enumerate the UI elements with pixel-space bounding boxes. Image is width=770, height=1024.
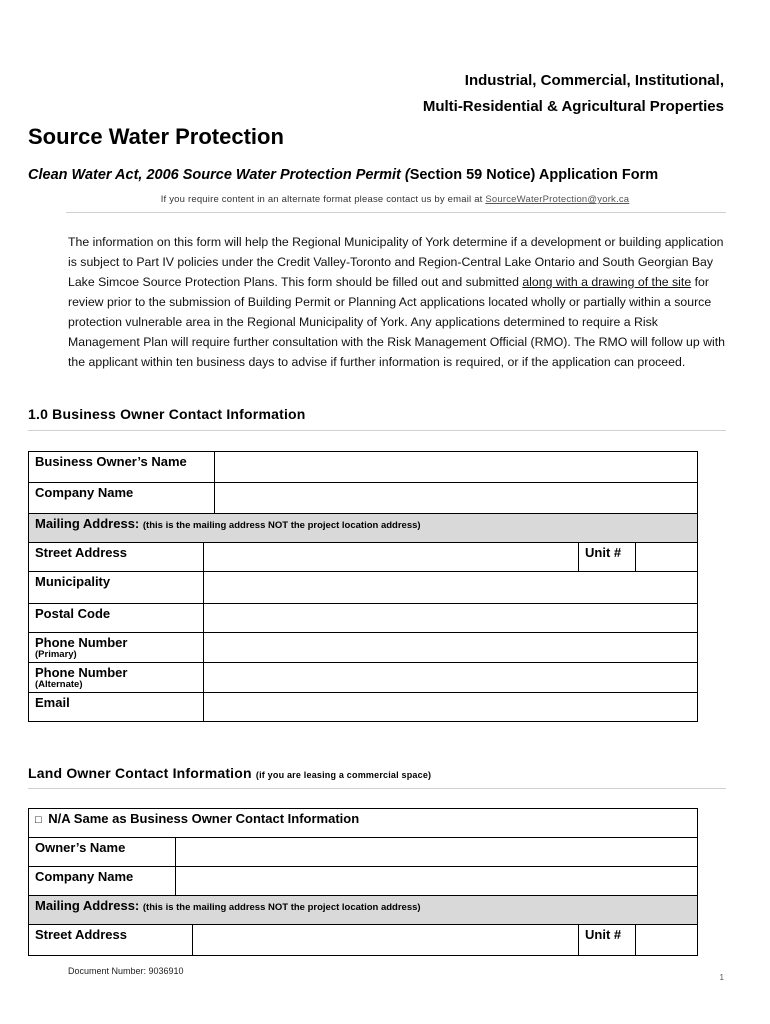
email-field[interactable] (204, 693, 698, 722)
land-unit-field[interactable] (636, 925, 698, 956)
subtitle-rest: Section 59 Notice) Application Form (409, 167, 659, 183)
phone-label: Phone Number (35, 635, 128, 650)
document-number: Document Number: 9036910 (68, 966, 184, 976)
land-owner-heading: Land Owner Contact Information (28, 765, 252, 781)
header-line-1: Industrial, Commercial, Institutional, (464, 72, 724, 89)
na-checkbox-label: N/A Same as Business Owner Contact Information (48, 811, 360, 826)
municipality-label: Municipality (29, 572, 204, 604)
alternate-format-note (0, 194, 770, 205)
business-owner-name-field[interactable] (215, 452, 698, 483)
land-street-address-label: Street Address (29, 925, 193, 956)
phone-primary-label (29, 633, 204, 663)
business-owner-name-label: Business Owner’s Name (29, 452, 215, 483)
owner-name-label: Owner’s Name (29, 838, 176, 867)
land-street-address-field[interactable] (193, 925, 579, 956)
business-owner-table (28, 451, 698, 722)
section-2-heading (28, 765, 431, 781)
land-owner-table (28, 808, 698, 956)
company-name-label: Company Name (29, 483, 215, 514)
unit-label: Unit # (579, 543, 636, 572)
intro-paragraph (68, 232, 728, 372)
land-mailing-address-label: Mailing Address: (35, 898, 140, 913)
intro-part-1: The information on this form will help the Regional Municipality of York determine if a development or building application is subject to Part IV policies under the Credit Valley-Toronto and Region-Central Lake Ontario and South Georgian Bay Lake Simcoe Source Protection Plans. This form should be filled out and submitted (68, 235, 724, 289)
same-as-business-owner-row (29, 809, 698, 838)
postal-code-field[interactable] (204, 604, 698, 633)
municipality-field[interactable] (204, 572, 698, 604)
unit-field[interactable] (636, 543, 698, 572)
company-name-field[interactable] (215, 483, 698, 514)
phone-label: Phone Number (35, 665, 128, 680)
land-unit-label: Unit # (579, 925, 636, 956)
phone-primary-note: (Primary) (35, 649, 77, 660)
header-line-2: Multi-Residential & Agricultural Properties (422, 98, 724, 115)
street-address-field[interactable] (204, 543, 579, 572)
land-mailing-address-header (29, 896, 698, 925)
divider (66, 212, 726, 213)
phone-alternate-field[interactable] (204, 663, 698, 693)
na-checkbox[interactable]: □ (35, 814, 42, 826)
land-mailing-address-note: (this is the mailing address NOT the project location address) (142, 902, 421, 913)
intro-part-2: for review prior to the submission of Building Permit or Planning Act applications located wholly or partially within a source protection vulnerable area in the Regional Municipality of York. Any applications determined to require a Risk Management Plan will require further consultation with the Risk Management Official (RMO). The RMO will follow up with the applicant within ten business days to advise if further information is required, or if the application can proceed. (68, 275, 726, 369)
phone-alternate-label (29, 663, 204, 693)
email-label: Email (29, 693, 204, 722)
divider (28, 430, 726, 431)
phone-alternate-note: (Alternate) (35, 679, 83, 690)
subtitle-italic: Clean Water Act, 2006 Source Water Protection Permit ( (28, 167, 410, 183)
contact-email-link[interactable]: SourceWaterProtection@york.ca (485, 194, 630, 205)
form-subtitle (28, 167, 658, 183)
land-company-name-label: Company Name (29, 867, 176, 896)
alternate-format-text: If you require content in an alternate format please contact us by email at (160, 194, 483, 205)
land-owner-heading-note: (if you are leasing a commercial space) (255, 770, 432, 780)
mailing-address-note: (this is the mailing address NOT the project location address) (142, 520, 421, 531)
owner-name-field[interactable] (176, 838, 698, 867)
mailing-address-header (29, 514, 698, 543)
page-title: Source Water Protection (28, 124, 284, 149)
section-1-heading: 1.0 Business Owner Contact Information (28, 406, 306, 422)
page-number: 1 (719, 973, 724, 982)
site-drawing-link[interactable]: along with a drawing of the site (522, 275, 692, 289)
phone-primary-field[interactable] (204, 633, 698, 663)
mailing-address-label: Mailing Address: (35, 516, 140, 531)
postal-code-label: Postal Code (29, 604, 204, 633)
street-address-label: Street Address (29, 543, 204, 572)
divider (28, 788, 726, 789)
land-company-name-field[interactable] (176, 867, 698, 896)
